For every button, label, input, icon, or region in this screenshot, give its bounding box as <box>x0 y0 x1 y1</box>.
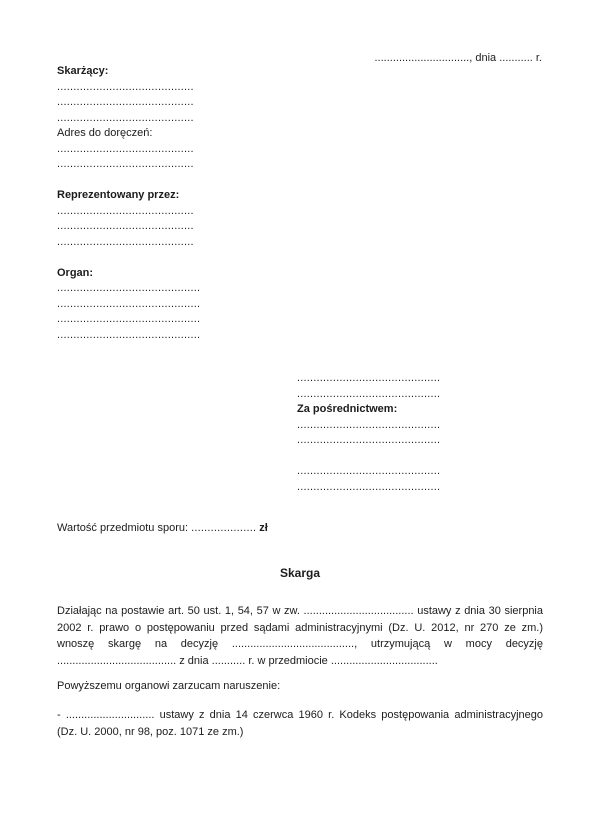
complainant-fill-line: .......................................... <box>57 96 194 108</box>
document-title: Skarga <box>279 566 321 580</box>
court-fill-line: ............................................ <box>297 372 441 384</box>
authority-label: Organ: <box>57 266 94 279</box>
via-extra-fill-line: ............................................ <box>297 465 441 477</box>
authority-fill-line: ............................................ <box>57 328 201 341</box>
complainant-label: Skarżący: <box>57 65 109 77</box>
representative-fill-line: .......................................... <box>57 204 194 217</box>
allegation-item: - ............................. ustawy z dnia 14 czerwca 1960 r. Kodeks postępowania administracyjnego (Dz. U. 2000, nr 98, poz. 1071 ze zm.) <box>57 709 543 738</box>
representative-fill-line: .......................................... <box>57 220 194 232</box>
via-block <box>297 371 440 495</box>
authority-fill-line: ............................................ <box>57 313 201 325</box>
complainant-fill-line: .......................................... <box>57 111 194 124</box>
date-place-line: ..............................., dnia ........... r. <box>374 52 542 64</box>
complainant-fill-line: .......................................... <box>57 80 194 93</box>
spacer <box>297 449 440 465</box>
via-authority-fill-line: ............................................ <box>297 434 441 446</box>
delivery-address-fill-line: .......................................... <box>57 158 194 170</box>
delivery-address-label: Adres do doręczeń: <box>57 127 153 139</box>
authority-fill-line: ............................................ <box>57 282 201 294</box>
parties-block <box>57 64 200 343</box>
spacer <box>57 173 200 189</box>
representative-fill-line: .......................................... <box>57 235 194 248</box>
dispute-value-fill: .................... <box>191 522 257 534</box>
allegation-intro: Powyższemu organowi zarzucam naruszenie: <box>57 680 281 692</box>
dispute-value-label: Wartość przedmiotu sporu: <box>57 522 189 534</box>
spacer <box>57 250 200 266</box>
dispute-value-line <box>57 522 268 534</box>
via-authority-fill-line: ............................................ <box>297 418 441 431</box>
main-paragraph: Działając na postawie art. 50 ust. 1, 54, 57 w zw. .................................... ustawy z dnia 30 sierpnia 2002 r. prawo o postępowaniu przed sądami administracyjnymi (Dz. U. 2012, nr 270 ze zm.) wnoszę skargę na decyzję ........................................, utrzymującą w mocy decyzję ....................................... z dnia ........... r. w przedmiocie ................................... <box>57 605 543 667</box>
via-label: Za pośrednictwem: <box>297 403 398 415</box>
via-extra-fill-line: ............................................ <box>297 480 441 493</box>
currency-label: zł <box>259 522 268 534</box>
delivery-address-fill-line: .......................................... <box>57 142 194 155</box>
representative-label: Reprezentowany przez: <box>57 189 180 201</box>
authority-fill-line: ............................................ <box>57 297 201 310</box>
court-fill-line: ............................................ <box>297 387 441 400</box>
